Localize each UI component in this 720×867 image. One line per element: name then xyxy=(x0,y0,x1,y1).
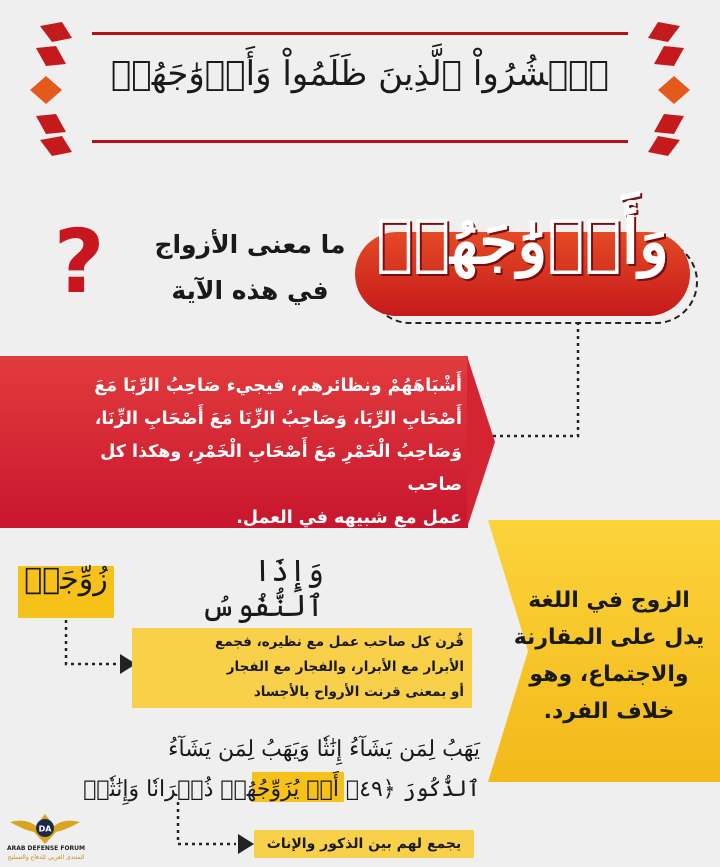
definition-line-4: خلاف الفرد. xyxy=(543,699,675,724)
verse-three-line-1: يَهَبُ لِمَن يَشَآءُ إِنَٰثٗا وَيَهَبُ لِمَن يَشَآءُ xyxy=(168,737,480,762)
meaning-line-3: وَصَاحِبُ الْخَمْرِ مَعَ أَصْحَابِ الْخَمْرِ، وهكذا كل صاحب xyxy=(100,442,462,495)
dotted-arrow-verse-two-icon xyxy=(60,618,140,678)
header-verse-frame xyxy=(92,18,628,158)
note-one-line-2: الأبرار مع الأبرار، والفجار مع الفجار xyxy=(226,659,464,675)
verse-two-highlight-text: زُوِّجَتۡ xyxy=(24,562,108,597)
verse-three xyxy=(60,730,480,810)
logo-name: ARAB DEFENSE FORUM xyxy=(6,845,86,852)
meaning-line-1: أَشْبَاهَهُمْ ونظائرهم، فيجيء صَاحِبُ الرِّبَا مَعَ xyxy=(94,376,462,396)
banner-arrow-tip xyxy=(467,356,497,528)
top-rule xyxy=(92,32,628,35)
bottom-rule xyxy=(92,140,628,143)
verse-two-note xyxy=(132,628,472,708)
question-mark-icon: ؟ xyxy=(54,210,106,313)
meaning-line-2: أَصْحَابِ الرِّبَا، وَصَاحِبُ الزِّنَا مَعَ أَصْحَابِ الزِّنَا، xyxy=(94,409,462,429)
definition-text xyxy=(510,582,708,730)
verse-three-line-2: ٱلذُّكُورَ ﴿٤٩﴾ أَوۡ يُزَوِّجُهُمۡ ذُكۡرَانٗا وَإِنَٰثٗاۖ xyxy=(83,777,480,802)
header-verse: ٱحۡشُرُواْ ٱلَّذِينَ ظَلَمُواْ وَأَزۡوَٰجَهُمۡ xyxy=(110,54,610,94)
definition-line-1: الزوج في اللغة xyxy=(528,588,690,613)
question-text xyxy=(150,222,350,314)
note-one-line-3: أو بمعنى قرنت الأرواح بالأجساد xyxy=(253,684,464,700)
left-ornament-icon xyxy=(30,20,80,160)
question-line-2: في هذه الآية xyxy=(171,276,329,305)
verse-two: وَإِذَا ٱلنُّفُوسُ xyxy=(200,554,324,624)
note-one-line-1: قُرن كل صاحب عمل مع نظيره، فجمع xyxy=(215,634,464,650)
definition-line-2: يدل على المقارنة xyxy=(513,625,705,650)
right-ornament-icon xyxy=(640,20,690,160)
keyword-text: وَأَزۡوَٰجَهُمۡ xyxy=(376,205,669,278)
svg-text:DA: DA xyxy=(38,824,52,834)
logo-name-arabic: المنتدى العربي للدفاع والتسليح xyxy=(7,854,85,861)
verse-three-note: يجمع لهم بين الذكور والإناث xyxy=(254,830,474,858)
dotted-arrow-verse-three-icon xyxy=(170,800,260,860)
meaning-line-4: عمل مع شبيهه في العمل. xyxy=(236,508,462,528)
question-line-1: ما معنى الأزواج xyxy=(154,230,346,259)
definition-line-3: والاجتماع، وهو xyxy=(529,662,689,687)
meaning-text xyxy=(70,370,462,535)
